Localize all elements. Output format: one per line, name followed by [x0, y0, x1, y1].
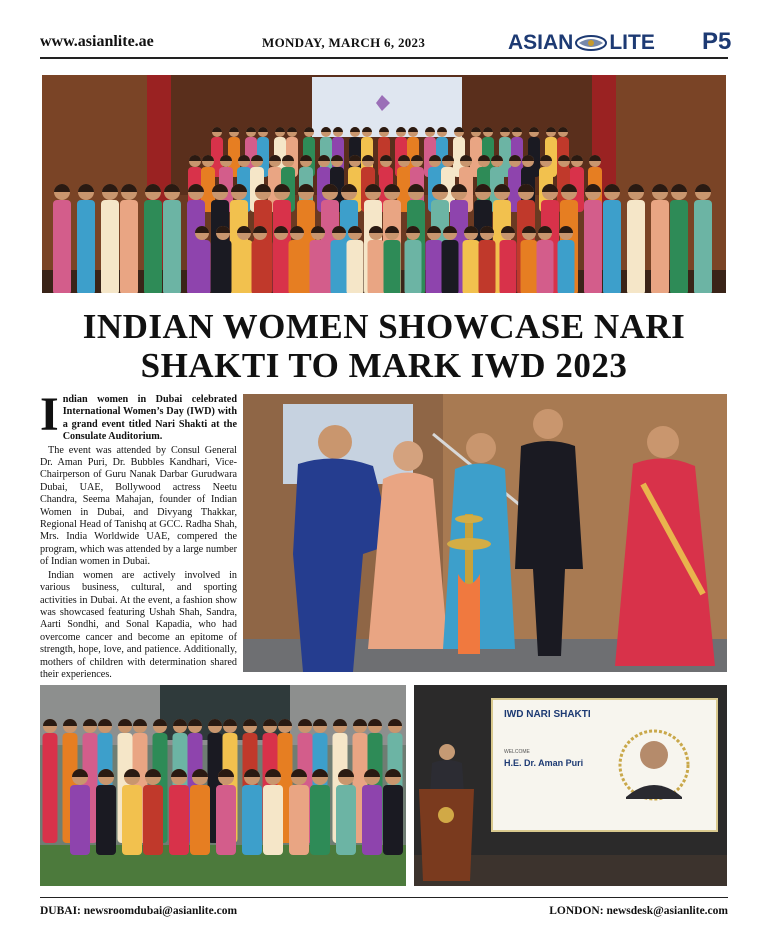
drop-cap: I	[40, 388, 59, 441]
slide-title: IWD NARI SHAKTI	[504, 709, 591, 720]
article-headline	[20, 307, 748, 385]
page-number: P5	[702, 28, 732, 55]
outdoor-group-photo	[40, 685, 406, 886]
website-url: www.asianlite.ae	[40, 33, 154, 50]
presentation-photo	[414, 685, 727, 886]
headline-line-2: SHAKTI TO MARK IWD 2023	[140, 346, 628, 385]
headline-line-1: INDIAN WOMEN SHOWCASE NARI	[82, 307, 686, 346]
slide-welcome: WELCOME	[504, 749, 530, 755]
asianlite-logo	[508, 31, 655, 55]
group-photo-stage	[42, 75, 726, 293]
logo-emblem-icon	[575, 34, 607, 52]
footer-london-contact: LONDON: newsdesk@asianlite.com	[549, 905, 728, 917]
logo-text-right: LITE	[609, 31, 655, 54]
article-body	[40, 388, 237, 682]
slide-name: H.E. Dr. Aman Puri	[504, 758, 584, 768]
issue-date: MONDAY, MARCH 6, 2023	[262, 35, 426, 50]
header-rule	[40, 57, 728, 59]
footer-rule	[40, 897, 728, 898]
footer-dubai-contact: DUBAI: newsroomdubai@asianlite.com	[40, 905, 238, 917]
lead-text: ndian women in Dubai celebrated International Women’s Day (IWD) with a grand event titled Nari Shakti at the Consulate Auditorium.	[62, 394, 237, 443]
article-lead	[40, 388, 237, 444]
article-paragraph: Indian women are actively involved in various business, cultural, and sporting activities in Dubai. At the event, a fashion show was showcased featuring Ushah Shah, Sandra, Aarti Sondhi, and Sonal Kapadia, who had overcome cancer and become an epitome of strength, hope, love, and patience. Additionally, mothers of children with determination shared their experiences.	[40, 569, 237, 680]
lamp-lighting-photo	[243, 394, 727, 672]
logo-text-left: ASIAN	[508, 31, 574, 54]
article-paragraph: The event was attended by Consul General Dr. Aman Puri, Dr. Bubbles Kandhari, Vice-Chairperson of Guru Nanak Darbar Gurudwara Dubai, UAE, Bollywood actress Neetu Chandra, Seema Mahajan, founder of Indian Women in Dubai, and Divyang Thakkar, Regional Head of Tanishq at GCC. Radha Shah, Mrs. India Worldwide UAE, compered the program, which was attended by a large number of Indian women in Dubai.	[40, 444, 237, 568]
